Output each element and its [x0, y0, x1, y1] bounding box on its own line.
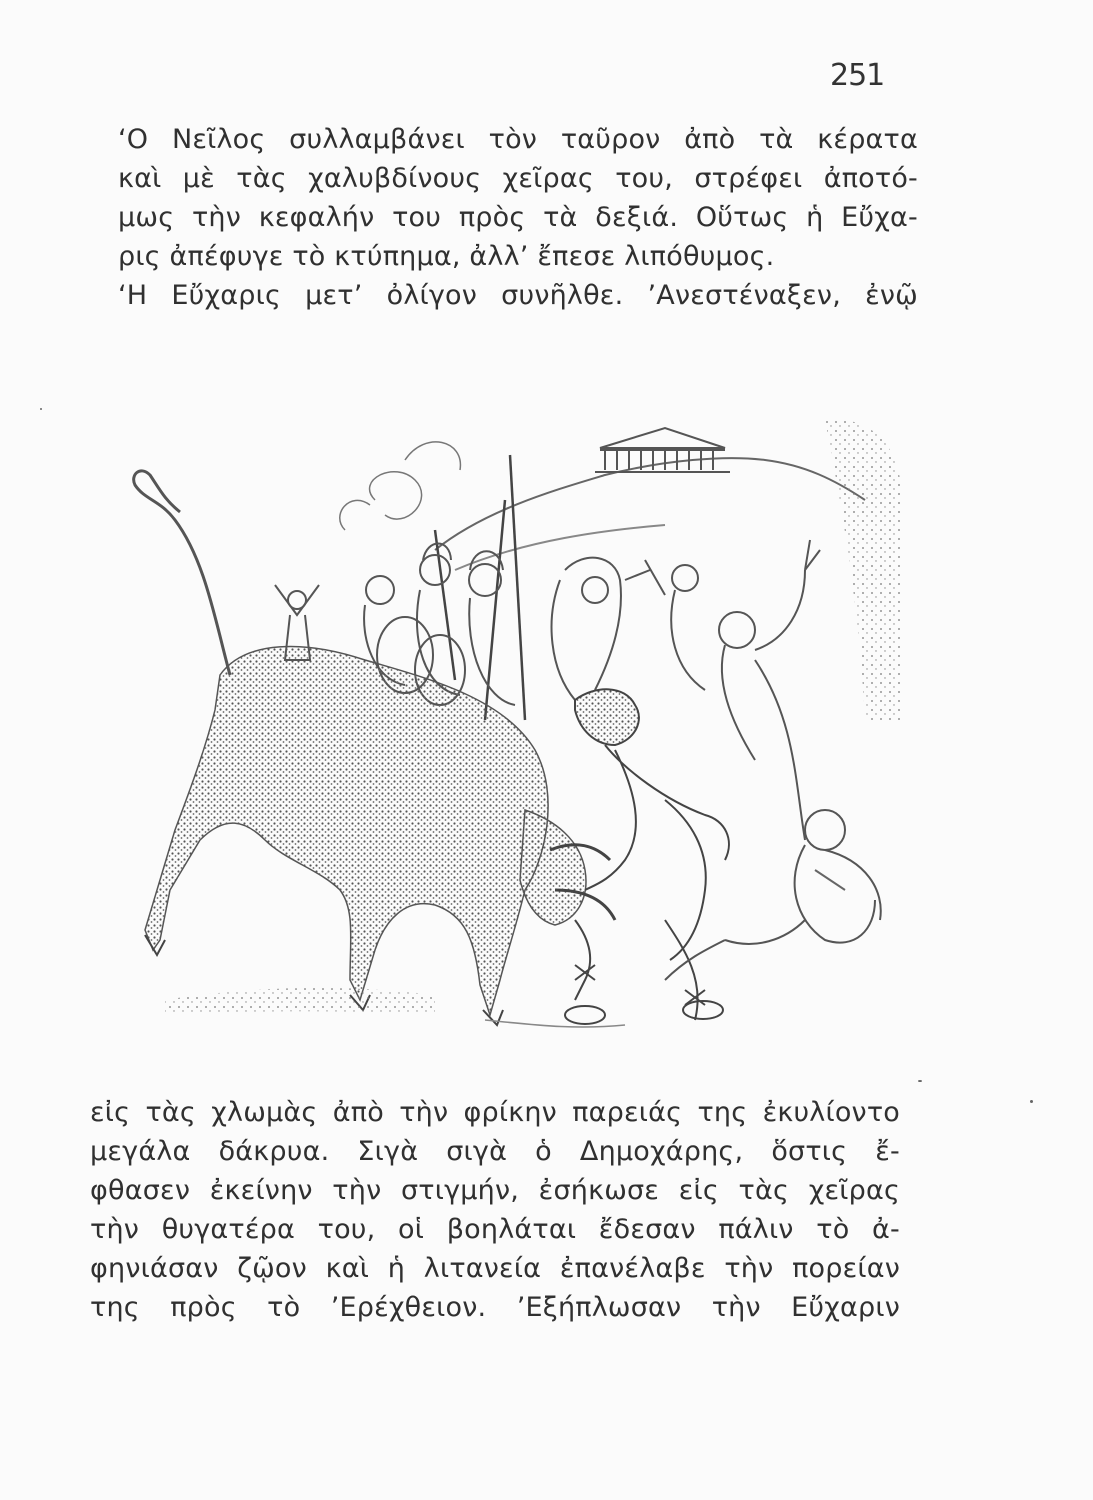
top-paragraph [118, 120, 918, 315]
text-line: τὴν θυγατέρα του, οἱ βοηλάται ἔδεσαν πάλιν τὸ ἀ- [90, 1214, 900, 1245]
bull-scene-drawing [105, 420, 905, 1050]
fallen-eucharis [665, 810, 881, 980]
text-line: ‘Η Εὔχαρις μετ’ ὀλίγον συνῆλθε. ’Ανεστέναξεν, ἐνῷ [118, 280, 918, 311]
paper-speck [918, 1080, 922, 1082]
text-line: μεγάλα δάκρυα. Σιγὰ σιγὰ ὁ Δημοχάρης, ὅστις ἔ- [90, 1136, 900, 1167]
paper-speck [40, 408, 42, 410]
text-line: καὶ μὲ τὰς χαλυβδίνους χεῖρας του, στρέφει ἀποτό- [118, 163, 918, 194]
illustration-bull-scene [105, 420, 905, 1050]
ground [165, 988, 625, 1027]
text-line: εἰς τὰς χλωμὰς ἀπὸ τὴν φρίκην παρειάς της ἐκυλίοντο [90, 1097, 900, 1128]
text-line: ‘Ο Νεῖλος συλλαμβάνει τὸν ταῦρον ἀπὸ τὰ κέρατα [118, 124, 918, 155]
bull [134, 471, 615, 1025]
page-number: 251 [830, 58, 885, 93]
smoke-swirls [340, 442, 461, 530]
wrestler-neilos [565, 689, 729, 1024]
text-line: της πρὸς τὸ ’Ερέχθειον. ’Εξήπλωσαν τὴν Εὔχαριν [90, 1292, 900, 1323]
tree [825, 420, 900, 720]
spears [435, 455, 525, 720]
temple [595, 428, 730, 472]
paper-speck [1030, 1100, 1033, 1103]
text-line: φηνιάσαν ζῷον καὶ ἡ λιτανεία ἐπανέλαβε τὴν πορείαν [90, 1253, 900, 1284]
text-line: ρις ἀπέφυγε τὸ κτύπημα, ἀλλ’ ἔπεσε λιπόθυμος. [118, 241, 775, 272]
text-line: μως τὴν κεφαλήν του πρὸς τὰ δεξιά. Οὕτως ἡ Εὔχα- [118, 202, 918, 233]
bottom-paragraph [90, 1093, 900, 1327]
text-line: φθασεν ἐκείνην τὴν στιγμήν, ἐσήκωσε εἰς τὰς χεῖρας [90, 1175, 900, 1206]
